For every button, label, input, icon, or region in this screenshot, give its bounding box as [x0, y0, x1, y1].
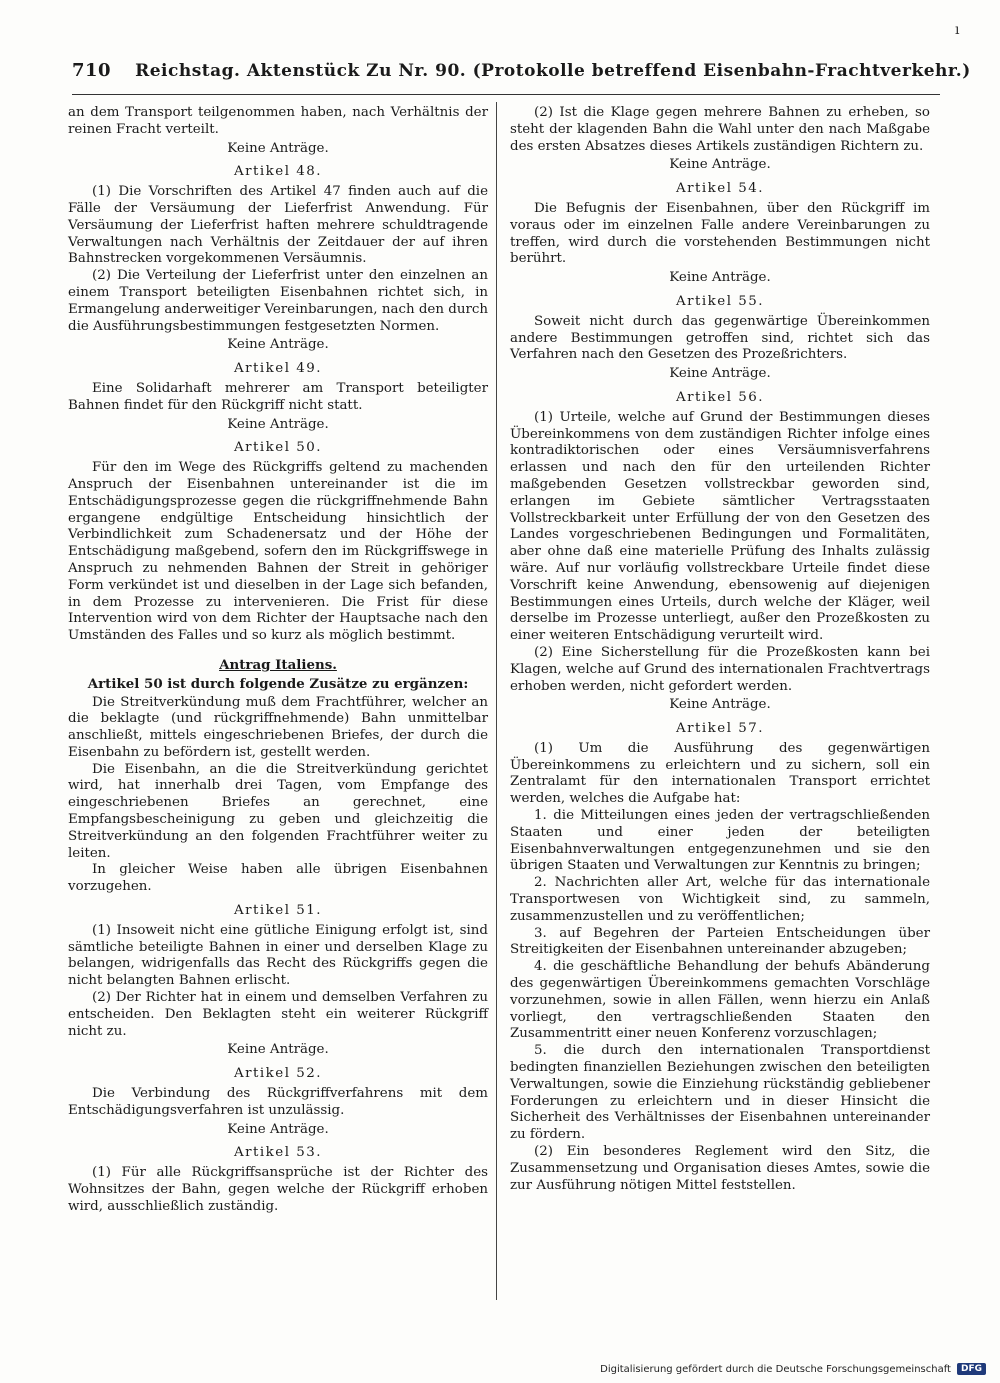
- right-note: Keine Anträge.: [669, 366, 771, 382]
- right-note: Keine Anträge.: [669, 270, 771, 286]
- right-para: (2) Ein besonderes Reglement wird den Sitz, die Zusammensetzung und Organisation dieses Amtes, sowie die zur Ausführung nötigen Mittel feststellen.: [510, 1144, 930, 1193]
- right-para: Soweit nicht durch das gegenwärtige Übereinkommen andere Bestimmungen getroffen sind, richtet sich das Verfahren nach den Gesetzen des Prozeßrichters.: [510, 313, 930, 363]
- footer: [600, 1363, 986, 1375]
- right-para: Die Befugnis der Eisenbahnen, über den Rückgriff im voraus oder im einzelnen Falle andere Vereinbarungen zu treffen, wird durch die vorstehenden Bestimmungen nicht berührt.: [510, 200, 930, 267]
- left-para: Für den im Wege des Rückgriffs geltend zu machenden Anspruch der Eisenbahnen untereinander ist die im Entschädigungsprozesse gegen die rückgriffnehmende Bahn ergangene endgültige Entscheidung hinsichtlich der Verbindlichkeit zum Schadenersatz und der Höhe der Entschädigung maßgebend, sofern den im Rückgriffswege in Anspruch zu nehmenden Bahnen der Streit in gehöriger Form verkündet ist und dieselben in der Lage sich befanden, in dem Prozesse zu intervenieren. Die Frist für diese Intervention wird von dem Richter der Hauptsache nach den Umständen des Falles und so kurz als möglich bestimmt.: [68, 460, 488, 644]
- right-note: Keine Anträge.: [669, 697, 771, 713]
- right-list-item: 5. die durch den internationalen Transportdienst bedingten finanziellen Beziehungen zwischen den beteiligten Verwaltungen, sowie die Einziehung rückständig gebliebener Forderungen zu erleichtern und in dieser Hinsicht die Sicherheit des Verhältnisses der Eisenbahnen untereinander zu fördern.: [510, 1043, 930, 1143]
- corner-mark: ı: [955, 22, 960, 38]
- left-heading: Artikel 49.: [233, 361, 323, 377]
- right-note: Keine Anträge.: [669, 157, 771, 173]
- left-para: (2) Die Verteilung der Lieferfrist unter den einzelnen an einem Transport beteiligten Eisenbahnen richtet sich, in Ermangelung anderweitiger Vereinbarungen, nach den durch die Ausführungsbestimmungen festgesetzten Normen.: [68, 268, 488, 334]
- left-para: In gleicher Weise haben alle übrigen Eisenbahnen vorzugehen.: [68, 862, 488, 895]
- left-para: Eine Solidarhaft mehrerer am Transport beteiligter Bahnen findet für den Rückgriff nicht statt.: [68, 380, 488, 413]
- left-para: (1) Insoweit nicht eine gütliche Einigung erfolgt ist, sind sämtliche beteiligte Bahnen in einer und derselben Klage zu belangen, widrigenfalls das Recht des Rückgriffs gegen die nicht belangten Bahnen erlischt.: [68, 922, 488, 989]
- footer-credit: Digitalisierung gefördert durch die Deutsche Forschungsgemeinschaft: [600, 1363, 951, 1375]
- left-para: (1) Für alle Rückgriffsansprüche ist der Richter des Wohnsitzes der Bahn, gegen welche der Rückgriff erhoben wird, ausschließlich zuständig.: [68, 1165, 488, 1214]
- header-rule: [72, 94, 940, 95]
- left-para: (2) Der Richter hat in einem und demselben Verfahren zu entscheiden. Den Beklagten steht ein weiterer Rückgriff nicht zu.: [68, 990, 488, 1039]
- page-title: Reichstag. Aktenstück Zu Nr. 90. (Protokolle betreffend Eisenbahn-Frachtverkehr.): [135, 61, 971, 81]
- left-note: Keine Anträge.: [227, 1121, 329, 1137]
- right-para: (2) Eine Sicherstellung für die Prozeßkosten kann bei Klagen, welche auf Grund des internationalen Frachtvertrags erhoben werden, nicht gefordert werden.: [510, 644, 930, 694]
- left-antrag-sub: Artikel 50 ist durch folgende Zusätze zu ergänzen:: [87, 675, 469, 692]
- left-para: Die Streitverkündung muß dem Frachtführer, welcher an die beklagte (und rückgriffnehmende) Bahn unmittelbar anschließt, mittels eingeschriebenen Briefes, der durch die Eisenbahn zu befördern ist, gestellt werden.: [68, 694, 488, 760]
- right-heading: Artikel 54.: [675, 181, 765, 197]
- left-heading: Artikel 50.: [233, 440, 323, 456]
- right-heading: Artikel 56.: [675, 389, 765, 405]
- left-note: Keine Anträge.: [227, 1042, 329, 1058]
- right-para: (1) Urteile, welche auf Grund der Bestimmungen dieses Übereinkommens von dem zuständigen Richter infolge eines kontradiktorischen oder eines Versäumnisverfahrens erlassen und nach den für den urteilenden Richter maßgebenden Gesetzen vollstreckbar geworden sind, erlangen im Gebiete sämtlicher Vertragsstaaten Vollstreckbarkeit unter Erfüllung der von den Gesetzen des Landes vorgeschriebenen Bedingungen und Formalitäten, aber ohne daß eine materielle Prüfung des Inhalts zulässig wäre. Auf nur vorläufig vollstreckbare Urteile findet diese Vorschrift keine Anwendung, ebensowenig auf diejenigen Bestimmungen eines Urteils, durch welche der Kläger, weil derselbe im Prozesse unterliegt, außer den Prozeßkosten zu einer weiteren Entschädigung verurteilt wird.: [510, 409, 930, 644]
- right-para: (1) Um die Ausführung des gegenwärtigen Übereinkommens zu erleichtern und zu sichern, soll ein Zentralamt für den internationalen Transport errichtet werden, welches die Aufgabe hat:: [510, 740, 930, 807]
- right-heading: Artikel 57.: [675, 721, 765, 737]
- left-antrag-title: Antrag Italiens.: [219, 656, 337, 673]
- left-note: Keine Anträge.: [227, 337, 329, 353]
- right-list-item: 2. Nachrichten aller Art, welche für das internationale Transportwesen von Wichtigkeit sind, zu sammeln, zusammenzustellen und zu veröffentlichen;: [510, 875, 930, 924]
- left-para: Die Eisenbahn, an die die Streitverkündung gerichtet wird, hat innerhalb drei Tagen, vom Empfange des eingeschriebenen Briefes an gerechnet, eine Empfangsbescheinigung zu geben und gleichzeitig die Streitverkündung an den folgenden Frachtführer weiter zu leiten.: [68, 761, 488, 861]
- left-column: [68, 105, 488, 1216]
- left-heading: Artikel 52.: [233, 1066, 323, 1082]
- left-para: (1) Die Vorschriften des Artikel 47 finden auch auf die Fälle der Versäumung der Lieferfrist Anwendung. Für Versäumung der Lieferfrist haften mehrere schuldtragende Verwaltungen nach Verhältnis der Zeitdauer der auf ihren Bahnstrecken vorgekommenen Versäumnis.: [68, 184, 488, 267]
- right-heading: Artikel 55.: [675, 293, 765, 309]
- page-header: [72, 60, 971, 90]
- left-cont: an dem Transport teilgenommen haben, nach Verhältnis der reinen Fracht verteilt.: [68, 105, 488, 137]
- left-heading: Artikel 53.: [233, 1145, 323, 1161]
- right-list-item: 3. auf Begehren der Parteien Entscheidungen über Streitigkeiten der Eisenbahnen untereinander abzugeben;: [510, 925, 930, 958]
- left-heading: Artikel 48.: [233, 164, 323, 180]
- right-list-item: 1. die Mitteilungen eines jeden der vertragschließenden Staaten und einer jeden der beteiligten Eisenbahnverwaltungen entgegenzunehmen und sie den übrigen Staaten und Verwaltungen zur Kenntnis zu bringen;: [510, 808, 930, 874]
- page-number: 710: [72, 60, 112, 81]
- left-para: Die Verbindung des Rückgriffverfahrens mit dem Entschädigungsverfahren ist unzulässig.: [68, 1086, 488, 1118]
- column-divider: [496, 102, 497, 1300]
- right-column: [510, 105, 930, 1194]
- right-list-item: 4. die geschäftliche Behandlung der behufs Abänderung des gegenwärtigen Übereinkommens gemachten Vorschläge vorzunehmen, sowie in allen Fällen, wenn hierzu ein Anlaß vorliegt, den vertragschließenden Staaten den Zusammentritt einer neuen Konferenz vorzuschlagen;: [510, 959, 930, 1042]
- left-note: Keine Anträge.: [227, 416, 329, 432]
- left-note: Keine Anträge.: [227, 140, 329, 156]
- dfg-logo: DFG: [957, 1363, 986, 1375]
- right-para: (2) Ist die Klage gegen mehrere Bahnen zu erheben, so steht der klagenden Bahn die Wahl unter den nach Maßgabe des ersten Absatzes dieses Artikels zuständigen Richtern zu.: [510, 105, 930, 154]
- left-heading: Artikel 51.: [233, 903, 323, 919]
